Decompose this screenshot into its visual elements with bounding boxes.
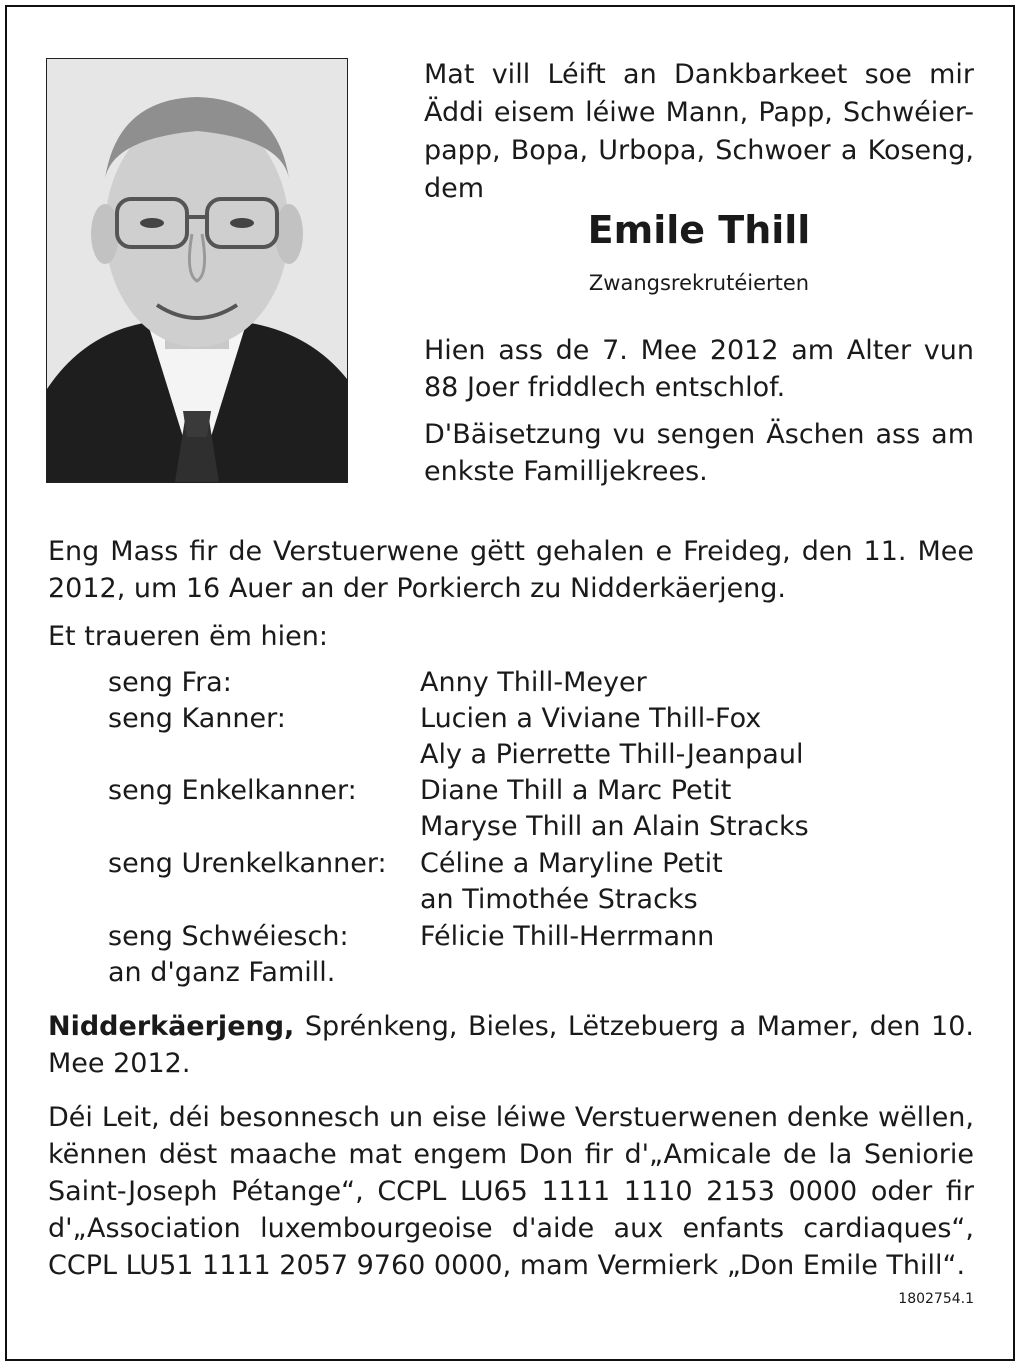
mourner-label: seng Enkelkanner:	[108, 775, 357, 806]
place-date-line	[48, 1008, 974, 1082]
mourner-label: seng Fra:	[108, 667, 232, 698]
mourners-title: Et traueren ëm hien:	[48, 621, 328, 652]
funeral-notice: D'Bäisetzung vu sengen Äschen ass am enkste Familljekrees.	[424, 419, 974, 487]
mourner-name: an Timothée Stracks	[420, 884, 698, 915]
mourner-name: Diane Thill a Marc Petit	[420, 775, 732, 806]
mourner-name: Anny Thill-Meyer	[420, 667, 647, 698]
place-rest: Sprénkeng, Bieles, Lëtzebuerg a Mamer, den 10. Mee 2012.	[48, 1011, 974, 1079]
intro-text: Mat vill Léift an Dankbarkeet soe mir Äddi eisem léiwe Mann, Papp, Schwéier-papp, Bopa, Urbopa, Schwoer a Koseng, dem	[424, 59, 974, 204]
mourner-name: Céline a Maryline Petit	[420, 848, 723, 879]
portrait-photo	[46, 58, 348, 483]
deceased-name: Emile Thill	[587, 208, 811, 252]
place-bold: Nidderkäerjeng,	[48, 1011, 295, 1042]
mourner-name: Maryse Thill an Alain Stracks	[420, 811, 809, 842]
donation-text: Déi Leit, déi besonnesch un eise léiwe Verstuerwenen denke wëllen, kënnen dëst maache mat engem Don fir d'„Amicale de la Seniorie Saint-Joseph Pétange“, CCPL LU65 1111 1110 2153 0000 oder fir d'„Association luxembourgeoise d'aide aux enfants cardiaques“, CCPL LU51 1111 2057 9760 0000, mam Vermierk „Don Emile Thill“.	[48, 1102, 974, 1281]
portrait-illustration	[47, 59, 347, 482]
mourner-label: an d'ganz Famill.	[108, 957, 336, 988]
reference-number: 1802754.1	[898, 1291, 974, 1307]
mourner-label: seng Kanner:	[108, 703, 286, 734]
mourner-name: Félicie Thill-Herrmann	[420, 921, 715, 952]
mourner-name: Lucien a Viviane Thill-Fox	[420, 703, 762, 734]
death-notice: Hien ass de 7. Mee 2012 am Alter vun 88 Joer friddlech entschlof.	[424, 335, 974, 403]
mourner-name: Aly a Pierrette Thill-Jeanpaul	[420, 739, 804, 770]
mass-notice: Eng Mass fir de Verstuerwene gëtt gehalen e Freideg, den 11. Mee 2012, um 16 Auer an der Porkierch zu Nidderkäerjeng.	[48, 536, 974, 604]
mourner-label: seng Urenkelkanner:	[108, 848, 387, 879]
mourner-label: seng Schwéiesch:	[108, 921, 349, 952]
deceased-subtitle: Zwangsrekrutéierten	[588, 271, 810, 295]
